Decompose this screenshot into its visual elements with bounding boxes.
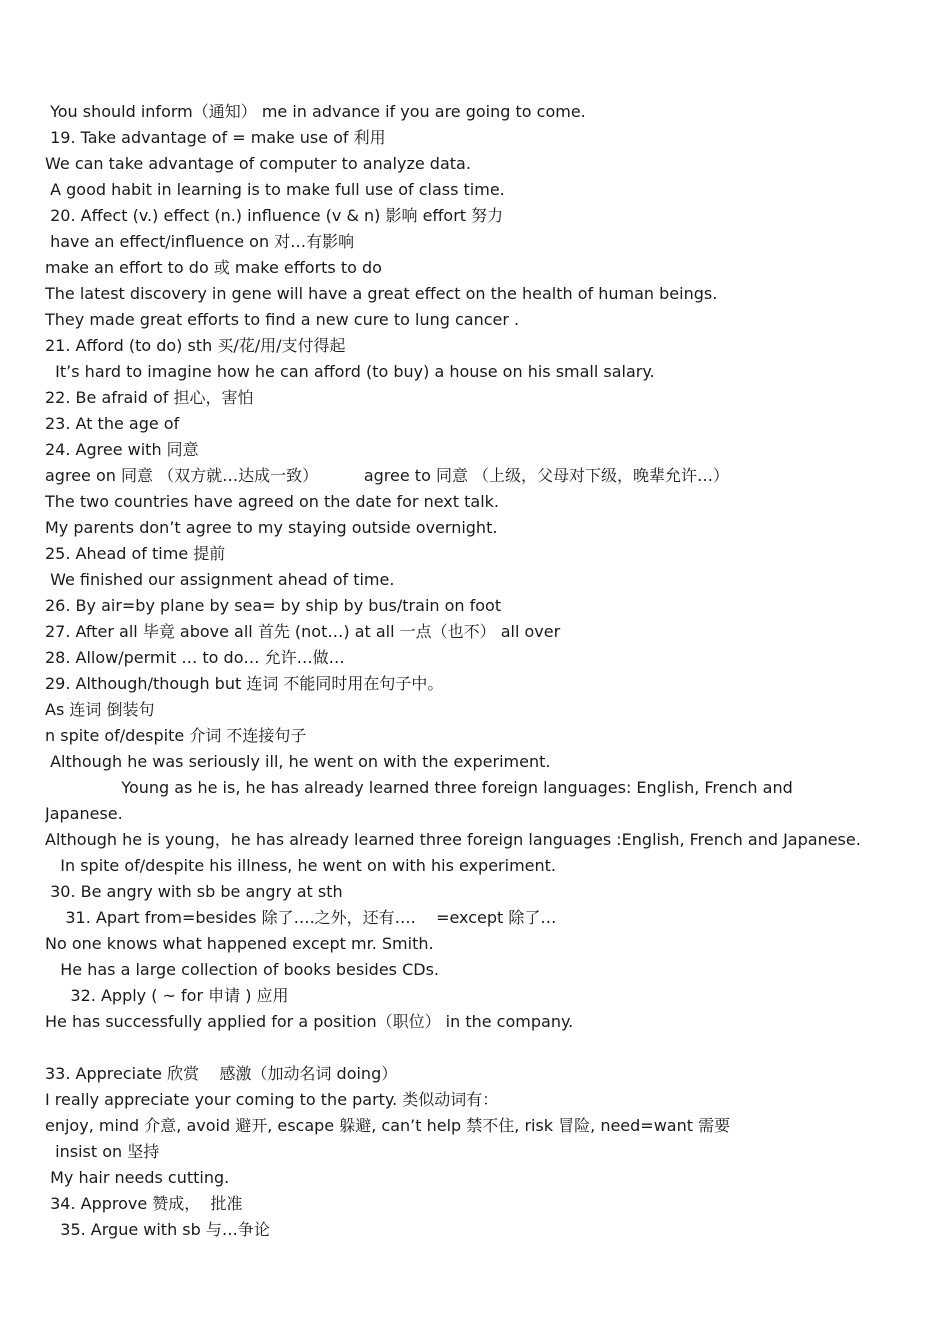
text-line: My hair needs cutting. — [45, 1168, 230, 1187]
text-line: insist on 坚持 — [45, 1142, 160, 1161]
text-line: 25. Ahead of time 提前 — [45, 544, 226, 563]
text-line: 28. Allow/permit … to do… 允许…做… — [45, 648, 345, 667]
text-line: They made great efforts to find a new cure to lung cancer . — [45, 310, 520, 329]
text-line: Although he is young，he has already learned three foreign languages :English, French and Japanese. — [45, 830, 861, 849]
text-line: 23. At the age of — [45, 414, 180, 433]
text-line: My parents don’t agree to my staying outside overnight. — [45, 518, 498, 537]
text-line: 27. After all 毕竟 above all 首先 (not…) at all 一点（也不） all over — [45, 622, 561, 641]
text-line: enjoy, mind 介意, avoid 避开, escape 躲避, can’t help 禁不住, risk 冒险, need=want 需要 — [45, 1116, 731, 1135]
text-line: No one knows what happened except mr. Smith. — [45, 934, 434, 953]
text-line: agree on 同意 （双方就…达成一致） agree to 同意 （上级，父母对下级，晚辈允许…） — [45, 466, 730, 485]
text-line: Although he was seriously ill, he went on with the experiment. — [45, 752, 551, 771]
text-line: 26. By air=by plane by sea= by ship by bus/train on foot — [45, 596, 502, 615]
text-line: 29. Although/though but 连词 不能同时用在句子中。 — [45, 674, 444, 693]
text-line: I really appreciate your coming to the party. 类似动词有： — [45, 1090, 499, 1109]
text-line: You should inform（通知） me in advance if you are going to come. — [45, 102, 586, 121]
text-line: We finished our assignment ahead of time. — [45, 570, 395, 589]
text-line: Young as he is, he has already learned three foreign languages: English, French and — [45, 778, 793, 797]
text-line: n spite of/despite 介词 不连接句子 — [45, 726, 307, 745]
text-line: 35. Argue with sb 与…争论 — [45, 1220, 270, 1239]
text-line: In spite of/despite his illness, he went on with his experiment. — [45, 856, 557, 875]
text-line: 19. Take advantage of = make use of 利用 — [45, 128, 386, 147]
text-line: It’s hard to imagine how he can afford (to buy) a house on his small salary. — [45, 362, 655, 381]
text-line: 22. Be afraid of 担心，害怕 — [45, 388, 254, 407]
text-line: Japanese. — [45, 804, 123, 823]
text-line: He has successfully applied for a position（职位） in the company. — [45, 1012, 574, 1031]
text-line: The two countries have agreed on the date for next talk. — [45, 492, 499, 511]
text-line: 32. Apply ( ~ for 申请 ) 应用 — [45, 986, 289, 1005]
text-line: We can take advantage of computer to analyze data. — [45, 154, 471, 173]
text-line: 31. Apart from=besides 除了….之外，还有…. =except 除了… — [45, 908, 557, 927]
text-line: He has a large collection of books besides CDs. — [45, 960, 440, 979]
text-line: 21. Afford (to do) sth 买/花/用/支付得起 — [45, 336, 346, 355]
text-line: The latest discovery in gene will have a great effect on the health of human beings. — [45, 284, 718, 303]
text-line: 30. Be angry with sb be angry at sth — [45, 882, 343, 901]
text-line: have an effect/influence on 对…有影响 — [45, 232, 355, 251]
text-line: As 连词 倒装句 — [45, 700, 155, 719]
text-line: 24. Agree with 同意 — [45, 440, 199, 459]
document-body — [45, 99, 905, 1243]
blank-line — [45, 1035, 905, 1061]
text-line: 34. Approve 赞成， 批准 — [45, 1194, 243, 1213]
text-line: make an effort to do 或 make efforts to do — [45, 258, 382, 277]
text-line: 20. Affect (v.) effect (n.) influence (v & n) 影响 effort 努力 — [45, 206, 504, 225]
text-line: A good habit in learning is to make full use of class time. — [45, 180, 505, 199]
text-line: 33. Appreciate 欣赏 感激（加动名词 doing） — [45, 1064, 398, 1083]
